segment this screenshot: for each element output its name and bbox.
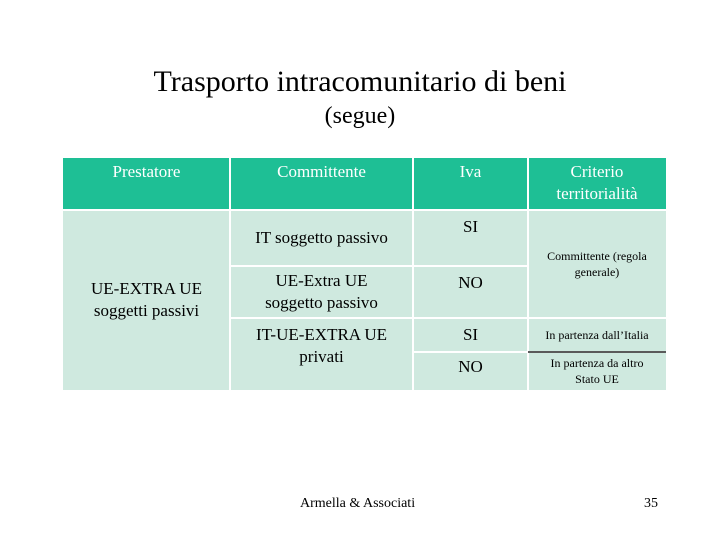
slide-title: Trasporto intracomunitario di beni <box>153 65 567 98</box>
column-divider <box>229 158 231 390</box>
iva-cell-1: SI <box>413 210 528 266</box>
iva-cell-2: NO <box>413 266 528 318</box>
header-criterio: Criterio territorialità <box>528 158 666 210</box>
criterio-cell-altro: In partenza da altro Stato UE <box>528 352 666 390</box>
row-divider <box>230 317 666 319</box>
iva-cell-4: NO <box>413 352 528 390</box>
row-divider <box>230 265 528 267</box>
committente-cell-3: IT-UE-EXTRA UE privati <box>230 318 413 390</box>
prestatore-cell: UE-EXTRA UE soggetti passivi <box>63 210 230 390</box>
column-divider <box>527 158 529 390</box>
header-divider <box>63 209 666 211</box>
row-divider <box>413 351 528 353</box>
committente-cell-2: UE-Extra UE soggetto passivo <box>230 266 413 318</box>
criterio-cell-italia: In partenza dall’Italia <box>528 318 666 352</box>
criterio-divider <box>528 351 666 353</box>
footer-firm: Armella & Associati <box>300 496 416 511</box>
slide-subtitle: (segue) <box>324 103 396 129</box>
header-iva: Iva <box>413 158 528 210</box>
page-number: 35 <box>644 496 658 511</box>
header-committente: Committente <box>230 158 413 210</box>
header-prestatore: Prestatore <box>63 158 230 210</box>
column-divider <box>412 158 414 390</box>
criterio-cell-generale: Committente (regola generale) <box>528 210 666 318</box>
iva-cell-3: SI <box>413 318 528 352</box>
committente-cell-1: IT soggetto passivo <box>230 210 413 266</box>
